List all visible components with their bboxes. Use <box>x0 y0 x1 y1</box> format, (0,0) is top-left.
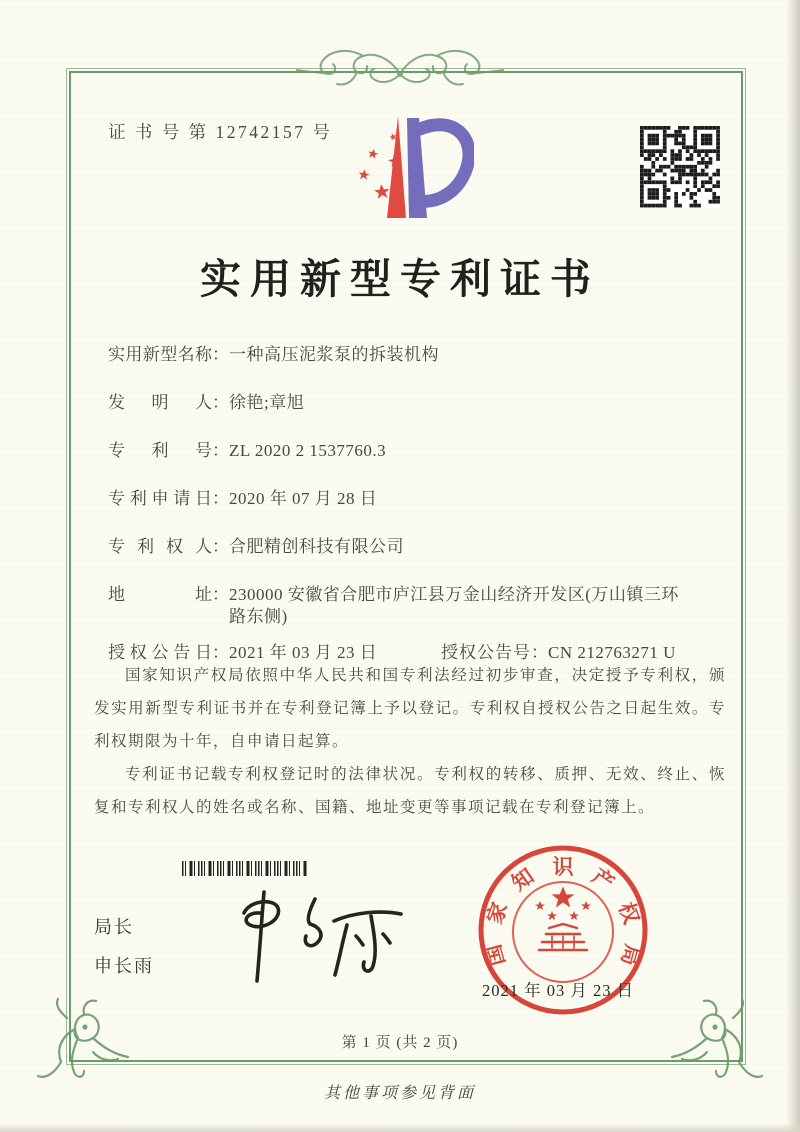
field-colon: ： <box>212 441 229 460</box>
field-value: 一种高压泥浆泵的拆装机构 <box>229 345 439 364</box>
cnipa-logo-icon <box>336 108 474 238</box>
field-value: 合肥精创科技有限公司 <box>229 537 404 556</box>
field-label: 专利权人 <box>108 537 212 556</box>
field-label: 授权公告号 <box>441 643 531 662</box>
signer-block <box>94 908 154 986</box>
svg-text:权: 权 <box>613 899 644 928</box>
svg-text:国: 国 <box>481 941 510 969</box>
signer-name: 申长雨 <box>94 956 154 976</box>
field-label: 专利申请日 <box>108 489 212 508</box>
svg-text:家: 家 <box>482 899 513 928</box>
field-colon: ： <box>212 345 229 364</box>
page-edge-shading-right <box>786 0 800 1132</box>
page-edge-shading-bottom <box>0 1123 800 1132</box>
legal-paragraph-2: 专利证书记载专利权登记时的法律状况。专利权的转移、质押、无效、终止、恢复和专利权人的姓名或名称、国籍、地址变更等事项记载在专利登记簿上。 <box>94 766 726 816</box>
field-colon: ： <box>212 585 229 604</box>
svg-text:产: 产 <box>587 863 619 896</box>
field-value: 徐艳;章旭 <box>229 393 305 412</box>
page-number: 第 1 页 (共 2 页) <box>341 1035 459 1051</box>
field-row-patentee <box>108 536 692 558</box>
field-colon: ： <box>212 393 229 412</box>
field-row-patent-no <box>108 440 692 462</box>
field-label: 授权公告日 <box>108 643 212 662</box>
signer-title: 局长 <box>94 917 134 937</box>
field-colon: ： <box>212 489 229 508</box>
qr-code <box>640 126 720 208</box>
field-value: 2021 年 03 月 23 日 <box>229 643 378 662</box>
legal-text <box>94 659 726 824</box>
field-row-inventor <box>108 392 692 414</box>
certificate-title: 实用新型专利证书 <box>200 256 600 302</box>
field-row-address <box>108 584 692 628</box>
field-label: 实用新型名称 <box>108 345 212 364</box>
field-colon: ： <box>212 643 229 662</box>
field-label: 地址 <box>108 585 212 604</box>
field-value: 230000 安徽省合肥市庐江县万金山经济开发区(万山镇三环路东侧) <box>229 585 679 626</box>
seal-date: 2021 年 03 月 23 日 <box>482 981 635 1000</box>
field-value: ZL 2020 2 1537760.3 <box>229 441 387 460</box>
field-value: CN 212763271 U <box>548 643 676 662</box>
back-note: 其他事项参见背面 <box>323 1085 476 1102</box>
certificate-number: 证 书 号 第 12742157 号 <box>108 122 333 142</box>
svg-text:识: 识 <box>552 855 574 879</box>
field-label: 发明人 <box>108 393 212 412</box>
barcode <box>182 861 308 876</box>
field-label: 专利号 <box>108 441 212 460</box>
field-colon: ： <box>531 643 548 662</box>
field-colon: ： <box>212 537 229 556</box>
field-list <box>108 344 692 690</box>
handwritten-signature-icon <box>222 886 414 988</box>
field-value: 2020 年 07 月 28 日 <box>229 489 378 508</box>
field-row-name <box>108 344 692 366</box>
svg-text:知: 知 <box>507 863 539 896</box>
field-row-filing-date <box>108 488 692 510</box>
legal-paragraph-1: 国家知识产权局依照中华人民共和国专利法经过初步审查，决定授予专利权，颁发实用新型专利证书并在专利登记簿上予以登记。专利权自授权公告之日起生效。专利权期限为十年，自申请日起算。 <box>94 667 726 750</box>
svg-text:局: 局 <box>616 941 645 969</box>
